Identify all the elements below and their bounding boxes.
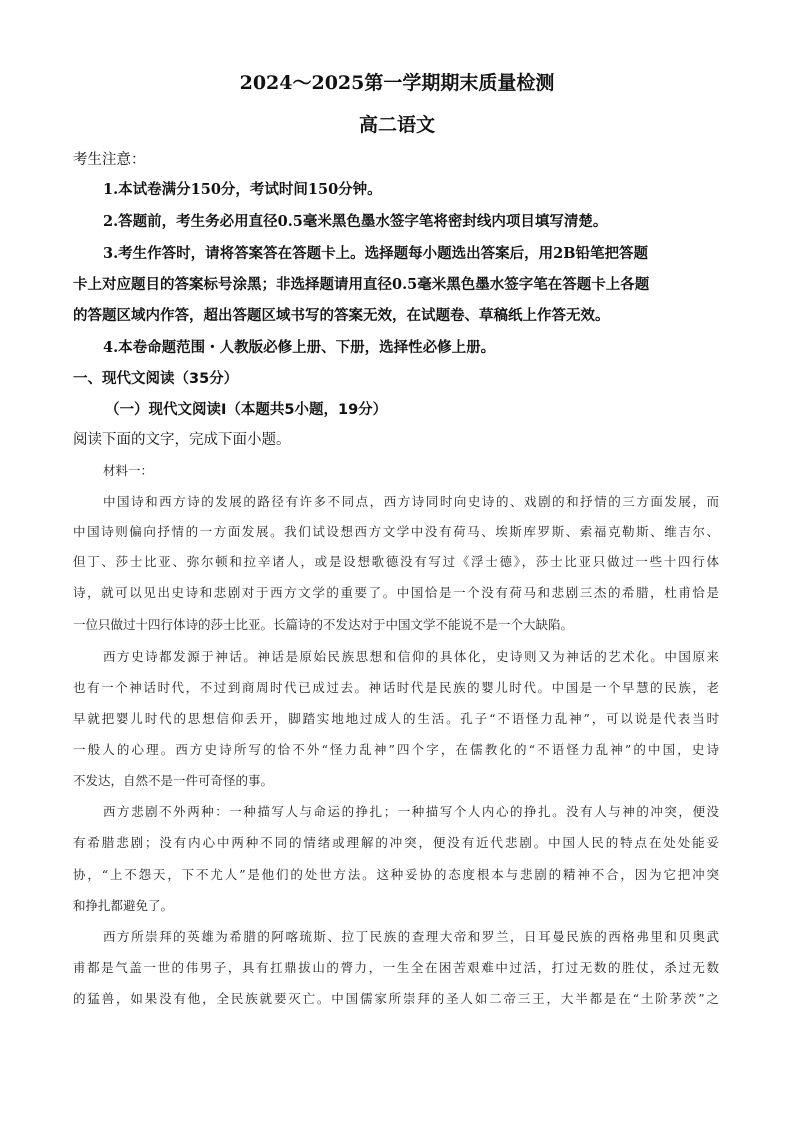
passage-line: 一般人的心理。西方史诗所写的恰不外“怪力乱神”四个字，在儒教化的“不语怪力乱神”的中国，史诗 [73, 742, 719, 757]
passage-line: 早就把婴儿时代的思想信仰丢开，脚踏实地地过成人的生活。孔子“不语怪力乱神”，可以说是代表当时 [73, 711, 719, 726]
reading-instruction: 阅读下面的文字，完成下面小题。 [73, 432, 291, 448]
notice-heading: 考生注意： [73, 152, 146, 168]
notice-item-3-line-1: 3.考生作答时，请将答案答在答题卡上。选择题每小题选出答案后，用2B铅笔把答题 [103, 245, 648, 262]
passage-line: 不发达，自然不是一件可奇怪的事。 [73, 773, 274, 788]
passage-line: 的猛兽，如果没有他，全民族就要灭亡。中国儒家所崇拜的圣人如二帝三王，大半都是在“土阶茅茨”之 [73, 991, 719, 1006]
subsection-heading-reading-1: （一）现代文阅读Ⅰ（本题共5小题，19分） [105, 402, 388, 418]
passage-line: 西方悲剧不外两种：一种描写人与命运的挣扎；一种描写个人内心的挣扎。没有人与神的冲突，便没 [103, 804, 719, 819]
section-heading-modern-reading: 一、现代文阅读（35分） [73, 371, 239, 387]
passage-line: 诗，就可以见出史诗和悲剧对于西方文学的重要了。中国恰是一个没有荷马和悲剧三杰的希腊，杜甫恰是 [73, 585, 719, 600]
material-label: 材料一： [103, 463, 154, 478]
subject-title: 高二语文 [358, 114, 435, 136]
passage-line: 中国诗则偏向抒情的一方面发展。我们试设想西方文学中没有荷马、埃斯库罗斯、索福克勒斯、维吉尔、 [73, 524, 719, 539]
passage-line: 一位只做过十四行体诗的莎士比亚。长篇诗的不发达对于中国文学不能说不是一个大缺陷。 [73, 617, 574, 632]
passage-line: 有希腊悲剧；没有内心中两种不同的情绪或理解的冲突，便没有近代悲剧。中国人民的特点在处处能妥 [73, 835, 719, 850]
passage-line: 西方史诗都发源于神话。神话是原始民族思想和信仰的具体化，史诗则又为神话的艺术化。中国原来 [103, 649, 719, 664]
exam-title: 2024～2025第一学期期末质量检测 [239, 72, 555, 94]
notice-item-3-line-2: 卡上对应题目的答案标号涂黑；非选择题请用直径0.5毫米黑色墨水签字笔在答题卡上各题 [73, 276, 650, 293]
passage-line: 西方所崇拜的英雄为希腊的阿喀琉斯、拉丁民族的查理大帝和罗兰，日耳曼民族的西格弗里和贝奥武 [103, 929, 719, 944]
passage-line: 和挣扎都避免了。 [73, 898, 174, 913]
notice-item-3-line-3: 的答题区域内作答，超出答题区域书写的答案无效，在试题卷、草稿纸上作答无效。 [73, 307, 610, 324]
notice-item-1: 1.本试卷满分150分，考试时间150分钟。 [103, 181, 382, 198]
passage-line: 但丁、莎士比亚、弥尔顿和拉辛诸人，或是设想歌德没有写过《浮士德》，莎士比亚只做过一些十四行体 [73, 554, 719, 569]
notice-item-4: 4.本卷命题范围・人教版必修上册、下册，选择性必修上册。 [103, 339, 496, 356]
passage-line: 协，“上不怨天，下不尤人”是他们的处世方法。这种妥协的态度根本与悲剧的精神不合，因为它把冲突 [73, 867, 719, 882]
passage-line: 中国诗和西方诗的发展的路径有许多不同点，西方诗同时向史诗的、戏剧的和抒情的三方面发展，而 [103, 494, 719, 509]
passage-line: 也有一个神话时代，不过到商周时代已成过去。神话时代是民族的婴儿时代。中国是一个早慧的民族，老 [73, 680, 719, 695]
notice-item-2: 2.答题前，考生务必用直径0.5毫米黑色墨水签字笔将密封线内项目填写清楚。 [103, 213, 608, 230]
passage-line: 甫都是气盖一世的伟男子，具有扛鼎拔山的膂力，一生全在困苦艰难中过活，打过无数的胜仗，杀过无数 [73, 960, 719, 975]
